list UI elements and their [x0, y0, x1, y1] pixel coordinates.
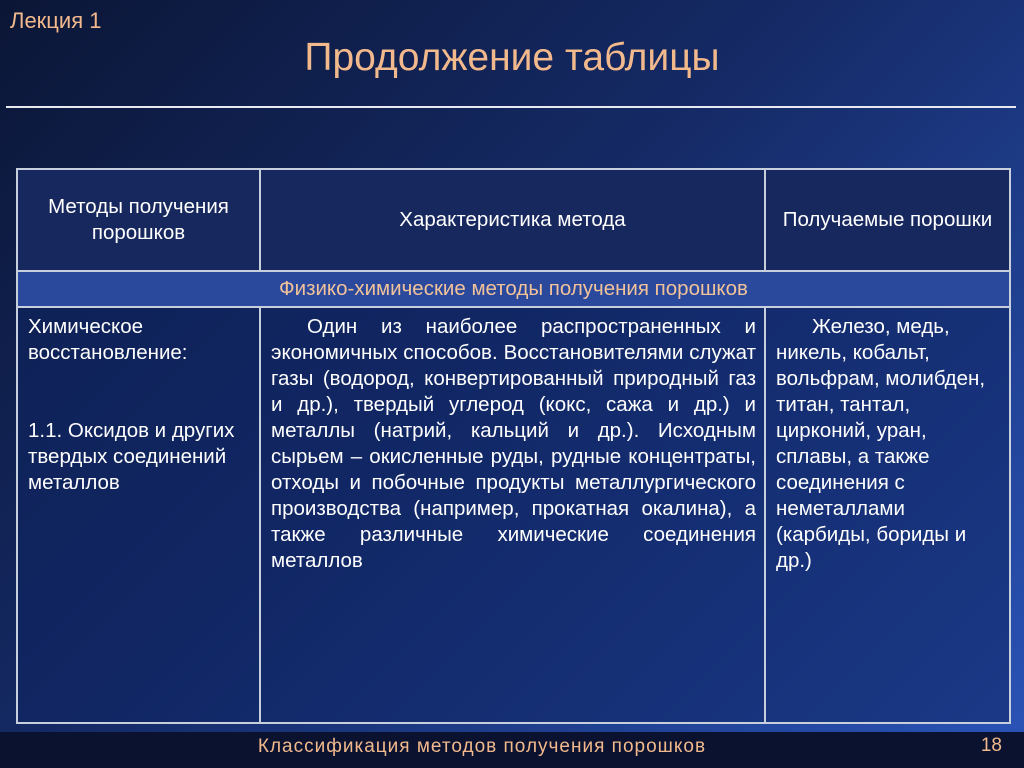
description-cell	[260, 307, 765, 723]
table-row	[17, 307, 1010, 723]
section-row	[17, 271, 1010, 307]
header-cell-powders: Получаемые порошки	[765, 169, 1010, 271]
slide-title: Продолжение таблицы	[304, 36, 720, 79]
methods-table	[16, 168, 1011, 724]
section-title: Физико-химические методы получения порошков	[17, 271, 1010, 307]
powders-list: Железо, медь, никель, кобальт, вольфрам, молибден, титан, тантал, цирконий, уран, сплавы, а также соединения с неметаллами (карбиды, бориды и др.)	[776, 315, 986, 573]
footer-title: Классификация методов получения порошков	[257, 736, 707, 757]
lecture-label: Лекция 1	[10, 8, 102, 33]
method-description: Один из наиболее распространенных и экономичных способов. Восстановителями служат газы (водород, конвертированный природный газ и др.), твердый углерод (кокс, сажа и др.) и металлы (натрий, кальций и др.). Исходным сырьем – окисленные руды, рудные концентраты, отходы и побочные продукты металлургического производства (например, прокатная окалина), а также различные химические соединения металлов	[271, 315, 756, 573]
table-header-row	[17, 169, 1010, 271]
header-cell-characteristic: Характеристика метода	[260, 169, 765, 271]
result-cell	[765, 307, 1010, 723]
header-cell-methods: Методы получения порошков	[17, 169, 260, 271]
page-number: 18	[980, 735, 1002, 756]
title-divider	[6, 106, 1016, 108]
method-cell	[17, 307, 260, 723]
method-name: Химическое восстановление:	[28, 315, 188, 365]
method-subitem: 1.1. Оксидов и других твердых соединений металлов	[28, 419, 235, 495]
